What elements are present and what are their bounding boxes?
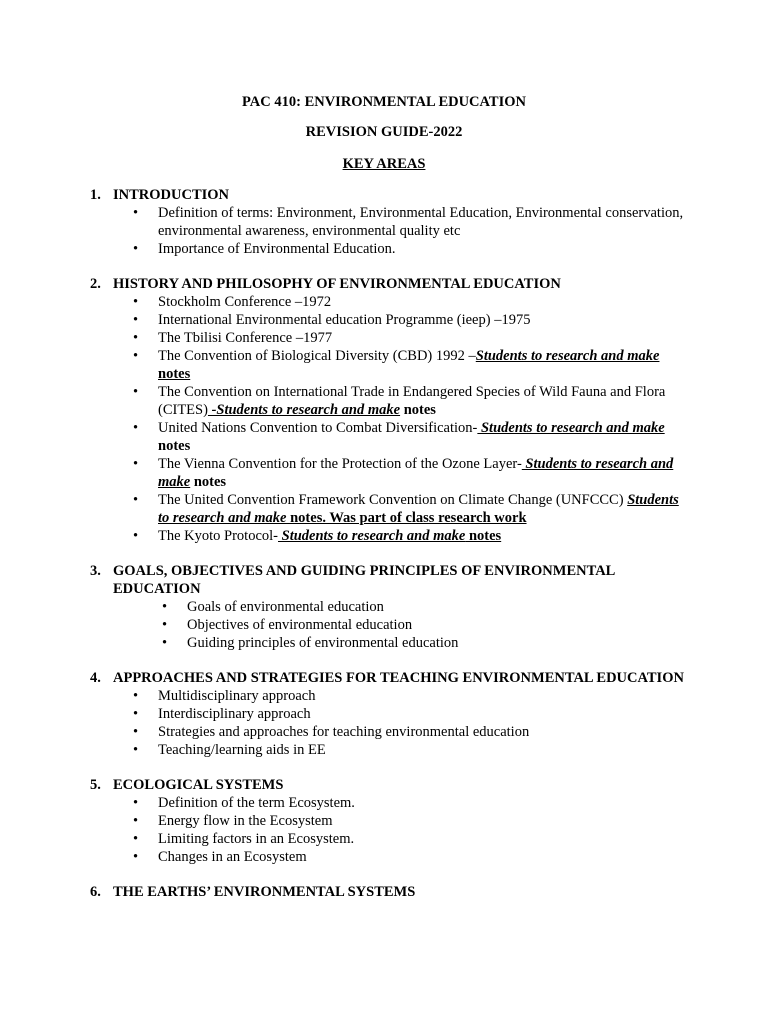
item-text: The Kyoto Protocol- — [158, 528, 279, 544]
notes-label: notes — [158, 366, 191, 382]
list-item: • Definition of the term Ecosystem. — [158, 794, 690, 812]
list-item: • Limiting factors in an Ecosystem. — [158, 830, 690, 848]
section-title: HISTORY AND PHILOSOPHY OF ENVIRONMENTAL EDUCATION — [113, 276, 561, 292]
section-goals — [90, 562, 690, 652]
list-item — [158, 491, 690, 527]
list-item: • Strategies and approaches for teaching environmental education — [158, 723, 690, 741]
section-number: 1. — [90, 187, 101, 203]
list-item — [158, 347, 690, 383]
item-text: United Nations Convention to Combat Diversification- — [158, 420, 478, 436]
list-item: • Teaching/learning aids in EE — [158, 741, 690, 759]
research-note: Students to research and make — [477, 420, 665, 436]
notes-label: notes — [190, 474, 227, 490]
research-note: Students to research and make — [475, 348, 660, 364]
list-item: • Definition of terms: Environment, Environmental Education, Environmental conservation, environmental awareness, environmental quality etc — [158, 204, 690, 240]
notes-label: notes. Was part of class research work — [286, 510, 527, 526]
section-number: 6. — [90, 884, 101, 900]
bullet-list — [90, 293, 690, 545]
section-introduction — [90, 186, 690, 258]
bullet-list — [90, 687, 690, 759]
section-title: GOALS, OBJECTIVES AND GUIDING PRINCIPLES OF ENVIRONMENTAL EDUCATION — [113, 563, 615, 597]
section-title: THE EARTHS’ ENVIRONMENTAL SYSTEMS — [113, 884, 416, 900]
research-note: Students to research and make — [158, 456, 674, 490]
notes-label: notes — [465, 528, 502, 544]
section-ecological-systems — [90, 776, 690, 866]
item-text: The Convention on International Trade in Endangered Species of Wild Fauna and Flora (CITES) — [158, 384, 666, 418]
section-title: ECOLOGICAL SYSTEMS — [113, 777, 284, 793]
list-item: • Interdisciplinary approach — [158, 705, 690, 723]
section-approaches — [90, 669, 690, 759]
key-areas-heading: KEY AREAS — [342, 156, 426, 172]
item-text: The Vienna Convention for the Protection of the Ozone Layer- — [158, 456, 522, 472]
list-item — [158, 419, 690, 455]
item-text: The United Convention Framework Convention on Climate Change (UNFCCC) — [158, 492, 628, 508]
research-note: Students to research and make — [158, 492, 679, 526]
bullet-list — [90, 598, 690, 652]
list-item: • Stockholm Conference –1972 — [158, 293, 690, 311]
list-item — [158, 527, 690, 545]
notes-label: notes — [400, 402, 436, 418]
section-earth-systems — [90, 883, 690, 901]
notes-label: notes — [158, 438, 191, 454]
list-item: • Energy flow in the Ecosystem — [158, 812, 690, 830]
section-number: 5. — [90, 777, 101, 793]
list-item: • International Environmental education Programme (ieep) –1975 — [158, 311, 690, 329]
research-note: -Students to research and make — [207, 402, 401, 418]
sections-list — [90, 186, 690, 918]
item-text: The Convention of Biological Diversity (CBD) 1992 – — [158, 348, 476, 364]
guide-title: REVISION GUIDE-2022 — [305, 124, 463, 140]
bullet-list — [90, 204, 690, 258]
list-item — [158, 455, 690, 491]
list-item: • Multidisciplinary approach — [158, 687, 690, 705]
section-number: 3. — [90, 563, 101, 579]
section-number: 2. — [90, 276, 101, 292]
list-item — [158, 383, 690, 419]
section-title: INTRODUCTION — [113, 187, 230, 203]
section-title: APPROACHES AND STRATEGIES FOR TEACHING ENVIRONMENTAL EDUCATION — [113, 670, 684, 686]
list-item: • Objectives of environmental education — [187, 616, 690, 634]
course-title: PAC 410: ENVIRONMENTAL EDUCATION — [242, 94, 526, 110]
research-note: Students to research and make — [278, 528, 466, 544]
section-number: 4. — [90, 670, 101, 686]
list-item: • Changes in an Ecosystem — [158, 848, 690, 866]
list-item: • Guiding principles of environmental education — [187, 634, 690, 652]
list-item: • Goals of environmental education — [187, 598, 690, 616]
list-item: • The Tbilisi Conference –1977 — [158, 329, 690, 347]
list-item: • Importance of Environmental Education. — [158, 240, 690, 258]
section-history — [90, 275, 690, 545]
bullet-list — [90, 794, 690, 866]
